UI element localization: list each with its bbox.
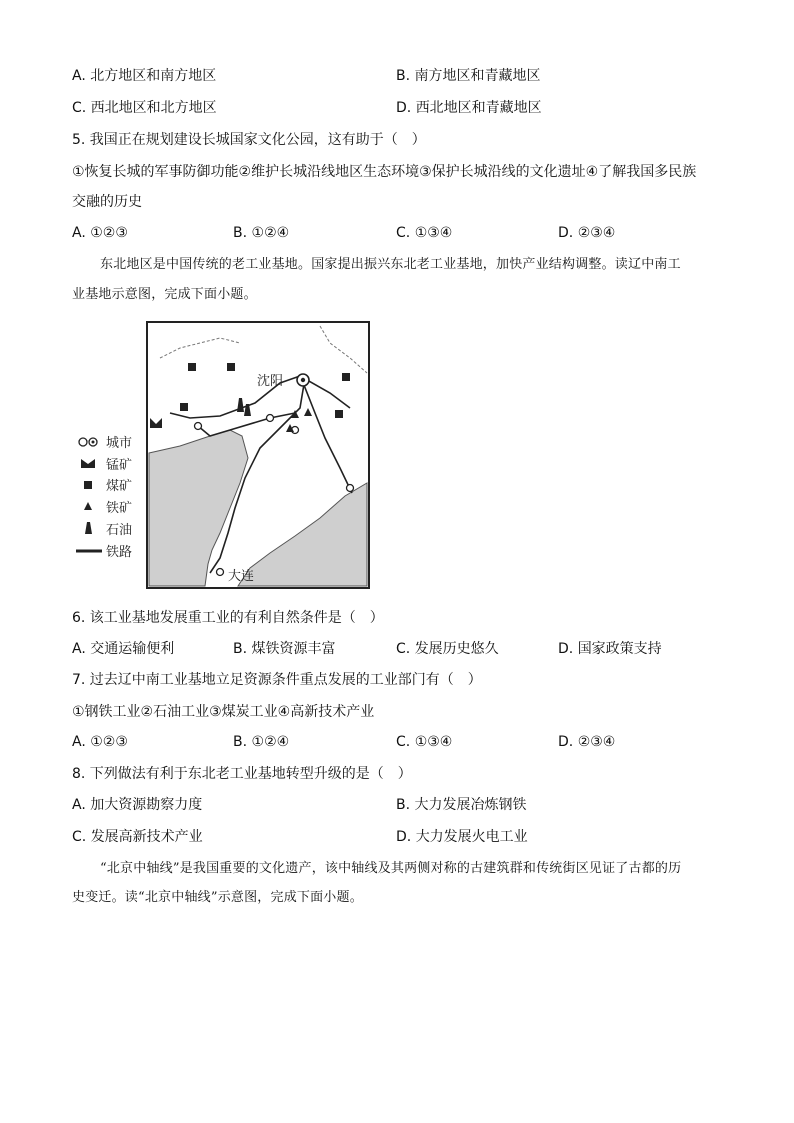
- coal-marker: [342, 373, 350, 381]
- q7-option-a: A. ①②③: [72, 734, 128, 750]
- passage-1-line-1: 东北地区是中国传统的老工业基地。国家提出振兴东北老工业基地，加快产业结构调整。读辽中南工: [100, 257, 681, 272]
- city-marker: [347, 485, 354, 492]
- passage-2-line-2: 史变迁。读“北京中轴线”示意图，完成下面小题。: [72, 890, 363, 905]
- city-marker: [267, 415, 274, 422]
- q8-option-b: B. 大力发展冶炼钢铁: [396, 797, 527, 813]
- coal-marker: [188, 363, 196, 371]
- q6-option-d: D. 国家政策支持: [558, 641, 662, 657]
- q4-option-a: A. 北方地区和南方地区: [72, 68, 217, 84]
- legend-coal-label: 煤矿: [106, 479, 133, 494]
- q6-option-b: B. 煤铁资源丰富: [233, 641, 336, 657]
- city-marker: [195, 423, 202, 430]
- legend-railway-label: 铁路: [106, 545, 133, 560]
- city-label-shenyang: 沈阳: [257, 374, 284, 389]
- coal-marker: [180, 403, 188, 411]
- passage-1-line-2: 业基地示意图，完成下面小题。: [72, 287, 257, 302]
- q5-option-b: B. ①②④: [233, 225, 290, 241]
- legend-city-label: 城市: [106, 436, 133, 451]
- q7-option-d: D. ②③④: [558, 734, 616, 750]
- q5-option-a: A. ①②③: [72, 225, 128, 241]
- q4-option-d: D. 西北地区和青藏地区: [396, 100, 542, 116]
- city-dalian: [217, 569, 224, 576]
- legend-iron-label: 铁矿: [106, 501, 133, 516]
- q8-option-c: C. 发展高新技术产业: [72, 829, 203, 845]
- q8-option-d: D. 大力发展火电工业: [396, 829, 528, 845]
- q5-statements: ①恢复长城的军事防御功能②维护长城沿线地区生态环境③保护长城沿线的文化遗址④了解我国多民族: [72, 164, 697, 180]
- q6-option-c: C. 发展历史悠久: [396, 641, 499, 657]
- q7-stem: 7. 过去辽中南工业基地立足资源条件重点发展的工业部门有（ ）: [72, 672, 482, 688]
- liaozhongnan-map: [70, 318, 370, 593]
- coal-marker: [227, 363, 235, 371]
- q5-option-d: D. ②③④: [558, 225, 616, 241]
- coal-marker: [335, 410, 343, 418]
- map-legend: [76, 436, 132, 560]
- passage-2-line-1: “北京中轴线”是我国重要的文化遗产，该中轴线及其两侧对称的古建筑群和传统街区见证了古都的历: [100, 861, 682, 876]
- q7-option-c: C. ①③④: [396, 734, 453, 750]
- q8-option-a: A. 加大资源勘察力度: [72, 797, 203, 813]
- q6-stem: 6. 该工业基地发展重工业的有利自然条件是（ ）: [72, 610, 384, 626]
- q8-stem: 8. 下列做法有利于东北老工业基地转型升级的是（ ）: [72, 766, 412, 782]
- legend-manganese-label: 锰矿: [106, 458, 133, 473]
- q7-statements: ①钢铁工业②石油工业③煤炭工业④高新技术产业: [72, 704, 375, 720]
- q6-option-a: A. 交通运输便利: [72, 641, 175, 657]
- city-label-dalian: 大连: [228, 569, 255, 584]
- q5-statements-cont: 交融的历史: [72, 194, 142, 210]
- q4-option-c: C. 西北地区和北方地区: [72, 100, 217, 116]
- q5-stem: 5. 我国正在规划建设长城国家文化公园，这有助于（ ）: [72, 132, 426, 148]
- q7-option-b: B. ①②④: [233, 734, 290, 750]
- legend-oil-label: 石油: [106, 523, 133, 538]
- q4-option-b: B. 南方地区和青藏地区: [396, 68, 541, 84]
- q5-option-c: C. ①③④: [396, 225, 453, 241]
